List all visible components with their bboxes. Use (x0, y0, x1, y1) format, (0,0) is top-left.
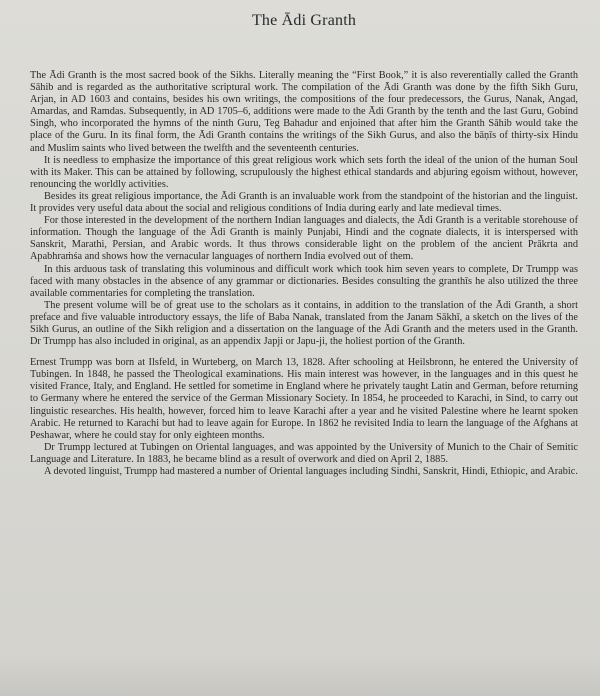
author-bio-section (30, 357, 578, 478)
paragraph: Ernest Trumpp was born at Ilsfeld, in Wurteberg, on March 13, 1828. After schooling at Heilsbronn, he entered the University of Tubingen. In 1848, he passed the Theological examinations. His main interest was however, in the languages and in this quest he visited France, Italy, and England. He settled for sometime in England where he privately taught Latin and German, before returning to Germany where he entered the service of the German Missionary Society. In 1854, he proceeded to Karachi, in Sind, to carry out linguistic researches. His health, however, forced him to leave Karachi after a year and he visited Palestine where he learnt spoken Arabic. He returned to Karachi but had to leave again for Europe. In 1862 he revisited India to learn the language of the Afghans at Peshawar, where he could stay for only eighteen months. (30, 357, 578, 441)
section-divider (30, 348, 578, 357)
paragraph: For those interested in the development of the northern Indian languages and dialects, the Ādi Granth is a veritable storehouse of information. Though the language of the Ādi Granth is mainly Punjabi, Hindi and the cognate dialects, it is interspersed with Sanskrit, Marathi, Persian, and Arabic words. It thus throws considerable light on the problem of the ancient Prākrta and Apabhraṁśa and shows how the vernacular languages of northern India evolved out of them. (30, 215, 578, 263)
paragraph: In this arduous task of translating this voluminous and difficult work which took him seven years to complete, Dr Trumpp was faced with many obstacles in the absence of any grammar or dictionaries. Besides consulting the granthīs he also utilized the three available commentaries for completing the translation. (30, 263, 578, 299)
paragraph: Dr Trumpp lectured at Tubingen on Oriental languages, and was appointed by the University of Munich to the Chair of Semitic Language and Literature. In 1883, he became blind as a result of overwork and died on April 2, 1885. (30, 441, 578, 465)
page-title: The Ādi Granth (251, 12, 357, 29)
paragraph: A devoted linguist, Trumpp had mastered a number of Oriental languages including Sindhi, Sanskrit, Hindi, Ethiopic, and Arabic. (44, 466, 578, 477)
intro-section (30, 70, 578, 348)
paragraph: The present volume will be of great use to the scholars as it contains, in addition to the translation of the Ādi Granth, a short preface and five valuable introductory essays, the life of Baba Nanak, translated from the Janam Sākhī, a sketch on the lives of the Sikh Gurus, an outline of the Sikh religion and a dissertation on the language of the Ādi Granth and the meters used in the Granth. Dr Trumpp has also included in original, as an appendix Japji or Japu-ji, the holiest portion of the Granth. (30, 299, 578, 348)
paragraph: It is needless to emphasize the importance of this great religious work which sets forth the ideal of the union of the human Soul with its Maker. This can be attained by following, scrupulously the highest ethical standards and abjuring egoism without, however, renouncing the worldly activities. (30, 154, 578, 190)
paragraph: The Ādi Granth is the most sacred book of the Sikhs. Literally meaning the “First Book,” it is also reverentially called the Granth Sāhib and is regarded as the authoritative scriptural work. The compilation of the Ādi Granth was done by the fifth Sikh Guru, Arjan, in AD 1603 and contains, besides his own writings, the compositions of the four predecessors, the Gurus, Nanak, Angad, Amardas, and Ramdas. Subsequently, in AD 1705–6, additions were made to the Ādi Granth by the tenth and the last Guru, Gobind Singh, who incorporated the hymns of the ninth Guru, Teg Bahadur and enjoined that after him the Granth Sāhib would take the place of the Guru. In its final form, the Ādi Granth contains the writings of the Sikh Gurus, and also the bāṇīs of thirty-six Hindu and Muslim saints who lived between the twelfth and the seventeenth centuries. (30, 70, 578, 154)
page-shadow (0, 656, 600, 696)
paragraph: Besides its great religious importance, the Ādi Granth is an invaluable work from the standpoint of the historian and the linguist. It provides very useful data about the social and religious conditions of India during early and late medieval times. (30, 190, 578, 215)
